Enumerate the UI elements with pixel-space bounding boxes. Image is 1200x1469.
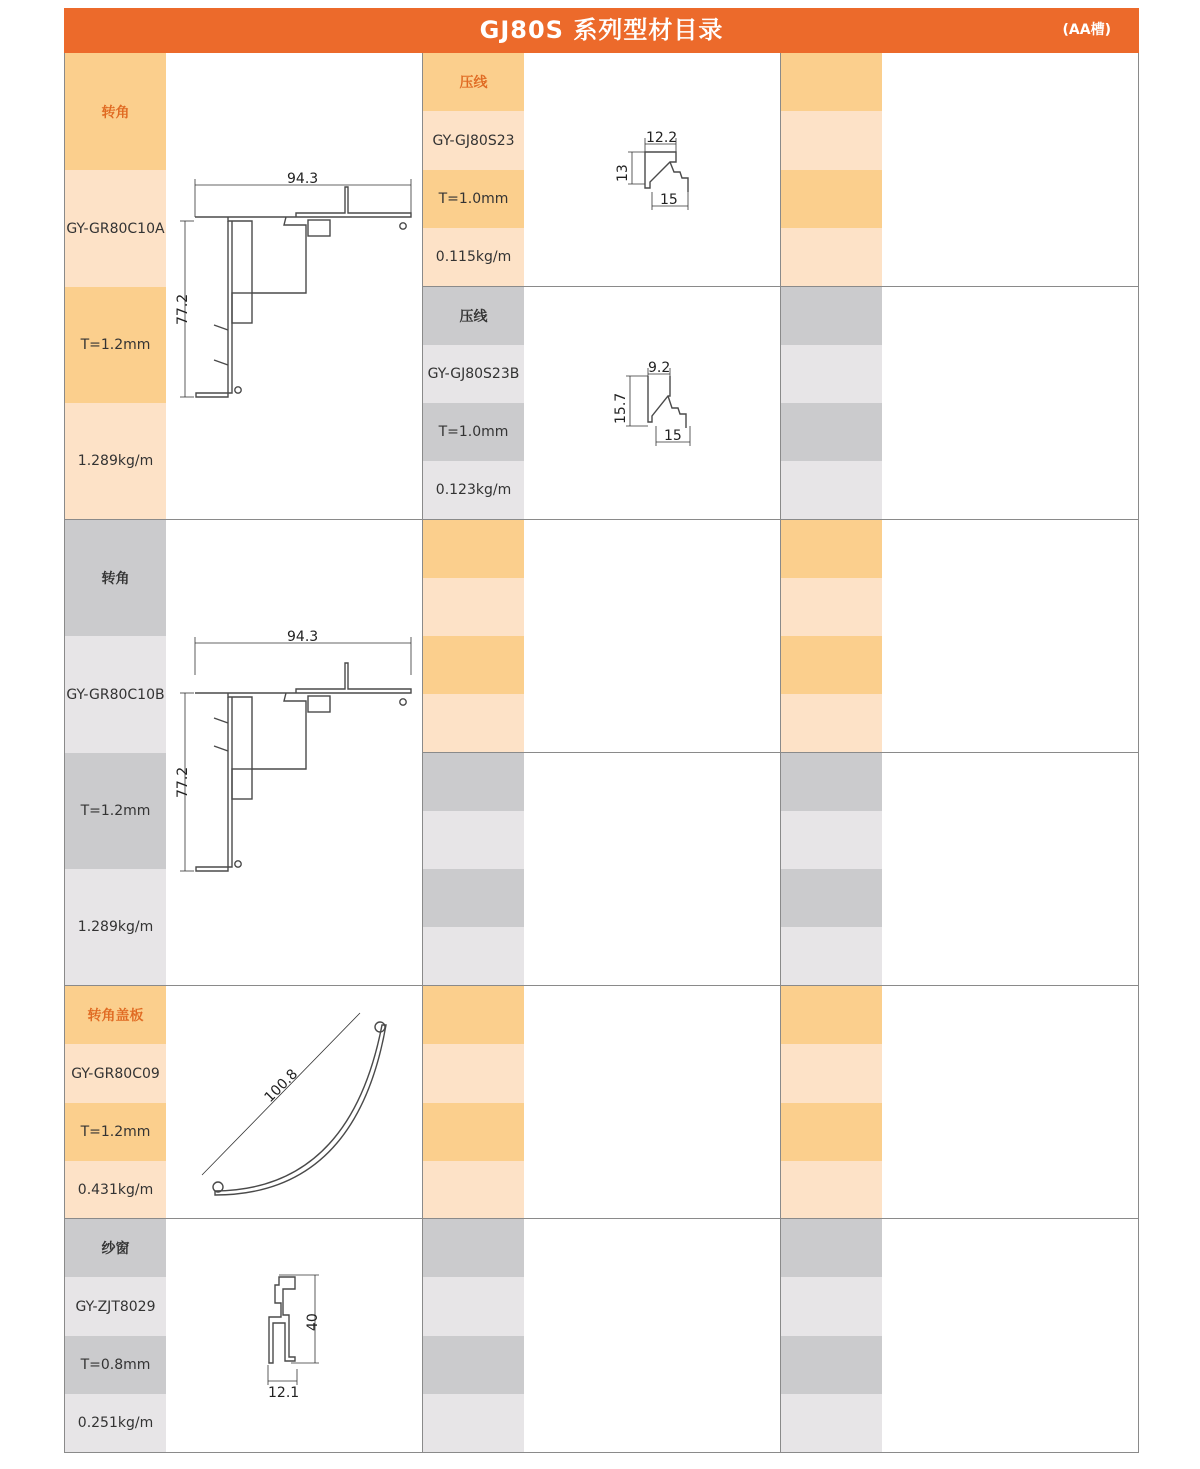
profile-drawing-pressline-a <box>600 122 710 222</box>
empty-swatch <box>781 753 882 811</box>
profile-drawing-corner-a <box>166 165 422 415</box>
empty-swatch <box>423 811 524 869</box>
product-code: GY-GJ80S23 <box>423 111 524 170</box>
empty-swatch <box>781 228 882 286</box>
page-title: GJ80S 系列型材目录 <box>479 16 724 44</box>
empty-swatch <box>781 636 882 694</box>
empty-swatch <box>781 170 882 228</box>
empty-swatch <box>423 636 524 694</box>
dim-length: 100.8 <box>261 1066 302 1106</box>
empty-swatch <box>423 1394 524 1452</box>
empty-swatch <box>423 694 524 752</box>
empty-swatch <box>781 111 882 170</box>
product-name: 转角盖板 <box>65 986 166 1044</box>
product-weight: 0.115kg/m <box>423 228 524 286</box>
profile-drawing-pressline-b <box>600 352 710 452</box>
row-divider <box>64 519 1139 520</box>
product-weight: 0.123kg/m <box>423 461 524 519</box>
product-code: GY-GR80C09 <box>65 1044 166 1103</box>
product-weight: 0.431kg/m <box>65 1161 166 1218</box>
dim-left: 13 <box>615 164 631 182</box>
empty-swatch <box>781 694 882 752</box>
empty-swatch <box>781 811 882 869</box>
profile-drawing-screen <box>255 1265 335 1400</box>
dim-bottom: 15 <box>660 192 678 208</box>
empty-swatch <box>781 1394 882 1452</box>
product-thickness: T=1.2mm <box>65 753 166 869</box>
product-thickness: T=0.8mm <box>65 1336 166 1394</box>
empty-swatch <box>423 520 524 578</box>
empty-swatch <box>781 1219 882 1277</box>
row-divider <box>64 1218 1139 1219</box>
empty-swatch <box>423 1161 524 1218</box>
product-code: GY-GR80C10B <box>65 636 166 753</box>
product-thickness: T=1.2mm <box>65 287 166 403</box>
dim-height: 40 <box>305 1313 321 1331</box>
product-thickness: T=1.2mm <box>65 1103 166 1161</box>
product-code: GY-GR80C10A <box>65 170 166 287</box>
catalog-header <box>64 8 1139 53</box>
product-weight: 0.251kg/m <box>65 1394 166 1452</box>
product-weight: 1.289kg/m <box>65 869 166 985</box>
product-code: GY-ZJT8029 <box>65 1277 166 1336</box>
empty-swatch <box>781 345 882 403</box>
product-thickness: T=1.0mm <box>423 170 524 228</box>
profile-drawing-cover-plate <box>190 1005 405 1205</box>
empty-swatch <box>423 1277 524 1336</box>
empty-swatch <box>781 927 882 985</box>
empty-swatch <box>781 1103 882 1161</box>
product-name: 转角 <box>65 53 166 170</box>
dim-height: 77.2 <box>175 766 191 798</box>
empty-swatch <box>423 1103 524 1161</box>
empty-swatch <box>781 578 882 636</box>
product-thickness: T=1.0mm <box>423 403 524 461</box>
empty-swatch <box>781 986 882 1044</box>
empty-swatch <box>423 753 524 811</box>
dim-width: 12.1 <box>268 1385 300 1400</box>
empty-swatch <box>423 1044 524 1103</box>
empty-swatch <box>423 869 524 927</box>
empty-swatch <box>781 403 882 461</box>
product-weight: 1.289kg/m <box>65 403 166 519</box>
dim-bottom: 15 <box>664 428 682 444</box>
empty-swatch <box>781 1161 882 1218</box>
product-name: 压线 <box>423 287 524 345</box>
empty-swatch <box>781 1277 882 1336</box>
dim-left: 15.7 <box>613 392 629 424</box>
product-name: 压线 <box>423 53 524 111</box>
dim-height: 77.2 <box>175 293 191 325</box>
dim-width: 94.3 <box>287 629 319 645</box>
empty-swatch <box>781 287 882 345</box>
empty-swatch <box>423 578 524 636</box>
empty-swatch <box>423 1336 524 1394</box>
empty-swatch <box>423 927 524 985</box>
empty-swatch <box>781 869 882 927</box>
empty-swatch <box>781 53 882 111</box>
profile-drawing-corner-b <box>166 623 422 883</box>
product-code: GY-GJ80S23B <box>423 345 524 403</box>
empty-swatch <box>781 1336 882 1394</box>
empty-swatch <box>781 1044 882 1103</box>
empty-swatch <box>423 1219 524 1277</box>
dim-width: 94.3 <box>287 171 319 187</box>
dim-top: 12.2 <box>646 130 678 146</box>
empty-swatch <box>781 461 882 519</box>
slot-badge: (AA槽) <box>1062 22 1111 38</box>
empty-swatch <box>423 986 524 1044</box>
product-name: 转角 <box>65 520 166 636</box>
row-divider <box>64 985 1139 986</box>
dim-top: 9.2 <box>648 360 671 376</box>
product-name: 纱窗 <box>65 1219 166 1277</box>
empty-swatch <box>781 520 882 578</box>
